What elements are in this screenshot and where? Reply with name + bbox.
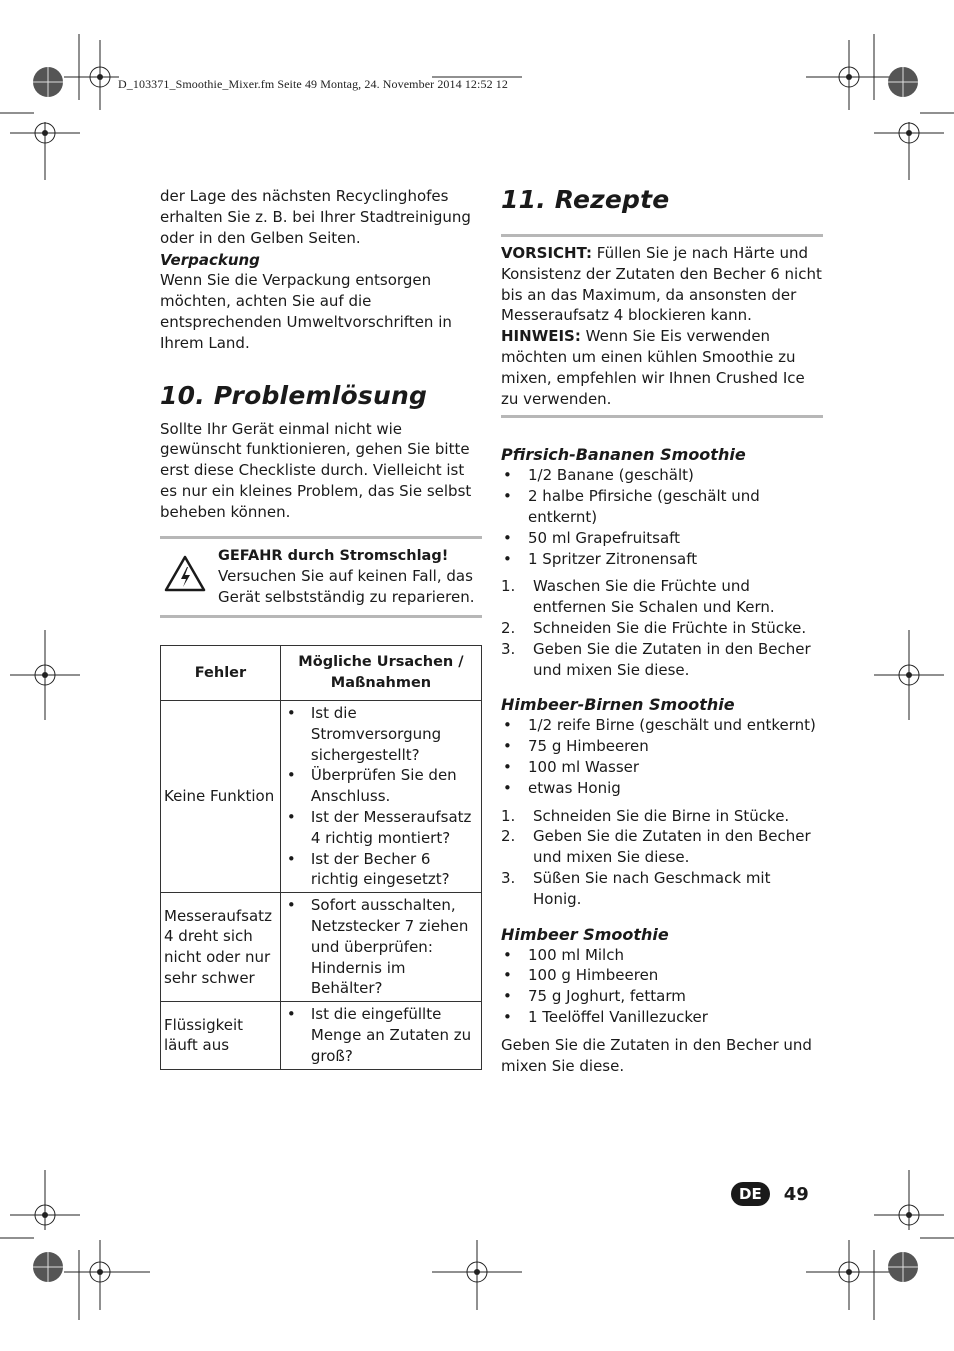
list-item: • Ist der Becher 6 richtig eingesetzt? <box>284 849 478 891</box>
warning-text: Versuchen Sie auf keinen Fall, das Gerät selbstständig zu reparieren. <box>218 567 475 607</box>
packaging-heading: Verpackung <box>160 251 260 270</box>
troubleshooting-intro: Sollte Ihr Gerät einmal nicht wie gewünscht funktionieren, gehen Sie bitte erst diese Checkliste durch. Vielleicht ist es nur ein kleines Problem, das Sie selbst beheben können. <box>160 419 472 521</box>
list-item: • Sofort ausschalten, Netzstecker 7 ziehen und überprüfen: Hindernis im Behälter? <box>284 895 478 999</box>
step-item: 3. Süßen Sie nach Geschmack mit Honig. <box>501 868 771 908</box>
note-paragraph <box>501 326 823 409</box>
ingredient-item: • 100 ml Wasser <box>501 757 823 778</box>
table-row <box>161 1002 482 1069</box>
recipe-title: Himbeer Smoothie <box>501 924 669 944</box>
electric-hazard-icon <box>164 555 206 592</box>
language-badge: DE <box>731 1182 770 1206</box>
caution-text: Füllen Sie je nach Härte und Konsistenz der Zutaten den Becher 6 nicht bis an das Maximum, da ansonsten der Messeraufsatz 4 blockieren kann. <box>501 244 822 325</box>
note-text: Wenn Sie Eis verwenden möchten um einen kühlen Smoothie zu mixen, empfehlen wir Ihnen Crushed Ice zu verwenden. <box>501 327 805 408</box>
step-item: 1. Schneiden Sie die Birne in Stücke. <box>501 806 790 825</box>
ingredient-item: • 75 g Joghurt, fettarm <box>501 986 823 1007</box>
column-header-causes: Mögliche Ursachen / Maßnahmen <box>280 645 481 700</box>
right-column <box>501 183 823 1076</box>
step-text: Geben Sie die Zutaten in den Becher und mixen Sie diese. <box>533 639 811 679</box>
recipe-raspberry-pear <box>501 695 823 909</box>
step-item: 3. Geben Sie die Zutaten in den Becher und mixen Sie diese. <box>501 639 811 679</box>
step-text: Schneiden Sie die Früchte in Stücke. <box>533 618 807 637</box>
fault-cell: Keine Funktion <box>161 700 281 892</box>
divider <box>160 615 482 618</box>
list-item: • Ist die Stromversorgung sichergestellt? <box>284 703 478 765</box>
step-text: Waschen Sie die Früchte und entfernen Sie Schalen und Kern. <box>533 577 775 617</box>
step-text: Schneiden Sie die Birne in Stücke. <box>533 806 790 825</box>
page-number: 49 <box>783 1183 809 1205</box>
ingredient-item: • 1/2 Banane (geschält) <box>501 465 823 486</box>
section-title-recipes: 11. Rezepte <box>501 185 670 214</box>
recycling-paragraph: der Lage des nächsten Recyclinghofes erhalten Sie z. B. bei Ihrer Stadtreinigung oder in den Gelben Seiten. <box>160 187 471 247</box>
fault-cell: Messeraufsatz 4 dreht sich nicht oder nur sehr schwer <box>161 893 281 1002</box>
step-item: 1. Waschen Sie die Früchte und entfernen Sie Schalen und Kern. <box>501 577 775 617</box>
ingredient-item: • 75 g Himbeeren <box>501 736 823 757</box>
ingredient-item: • 1 Spritzer Zitronensaft <box>501 549 823 570</box>
note-label: HINWEIS: <box>501 327 581 346</box>
step-text: Süßen Sie nach Geschmack mit Honig. <box>533 868 771 908</box>
recipe-peach-banana <box>501 445 823 680</box>
step-text: Geben Sie die Zutaten in den Becher und mixen Sie diese. <box>533 827 811 867</box>
table-row <box>161 700 482 892</box>
page-footer <box>731 1182 809 1206</box>
column-header-fault: Fehler <box>161 645 281 700</box>
ingredient-item: • 2 halbe Pfirsiche (geschält und entkernt) <box>501 486 823 528</box>
causes-cell <box>280 1002 481 1069</box>
ingredient-item: • 1 Teelöffel Vanillezucker <box>501 1007 823 1028</box>
warning-box <box>160 536 482 618</box>
file-info-header: D_103371_Smoothie_Mixer.fm Seite 49 Montag, 24. November 2014 12:52 12 <box>118 77 508 91</box>
recipe-closing-text: Geben Sie die Zutaten in den Becher und mixen Sie diese. <box>501 1035 812 1075</box>
fault-cell: Flüssigkeit läuft aus <box>161 1002 281 1069</box>
causes-cell <box>280 893 481 1002</box>
section-title-troubleshooting: 10. Problemlösung <box>160 380 428 410</box>
troubleshooting-table <box>160 645 482 1070</box>
recipe-title: Himbeer-Birnen Smoothie <box>501 695 735 715</box>
warning-title: GEFAHR durch Stromschlag! <box>218 547 449 564</box>
causes-cell <box>280 700 481 892</box>
left-column <box>160 186 482 1070</box>
list-item: • Ist die eingefüllte Menge an Zutaten zu groß? <box>284 1004 478 1066</box>
ingredient-item: • 100 ml Milch <box>501 945 823 966</box>
notice-box <box>501 234 823 418</box>
ingredient-item: • 1/2 reife Birne (geschält und entkernt) <box>501 715 823 736</box>
list-item: • Ist der Messeraufsatz 4 richtig montiert? <box>284 807 478 849</box>
table-row <box>161 893 482 1002</box>
caution-label: VORSICHT: <box>501 244 593 262</box>
ingredient-item: • etwas Honig <box>501 778 823 799</box>
list-item: • Überprüfen Sie den Anschluss. <box>284 765 478 807</box>
step-item: 2. Schneiden Sie die Früchte in Stücke. <box>501 618 807 637</box>
step-item: 2. Geben Sie die Zutaten in den Becher und mixen Sie diese. <box>501 827 811 867</box>
recipe-title: Pfirsich-Bananen Smoothie <box>501 445 746 465</box>
ingredient-item: • 50 ml Grapefruitsaft <box>501 528 823 549</box>
packaging-paragraph: Wenn Sie die Verpackung entsorgen möchten, achten Sie auf die entsprechenden Umweltvorschriften in Ihrem Land. <box>160 271 452 352</box>
ingredient-item: • 100 g Himbeeren <box>501 965 823 986</box>
caution-paragraph <box>501 243 823 326</box>
recipe-raspberry <box>501 925 823 1077</box>
divider <box>501 415 823 418</box>
